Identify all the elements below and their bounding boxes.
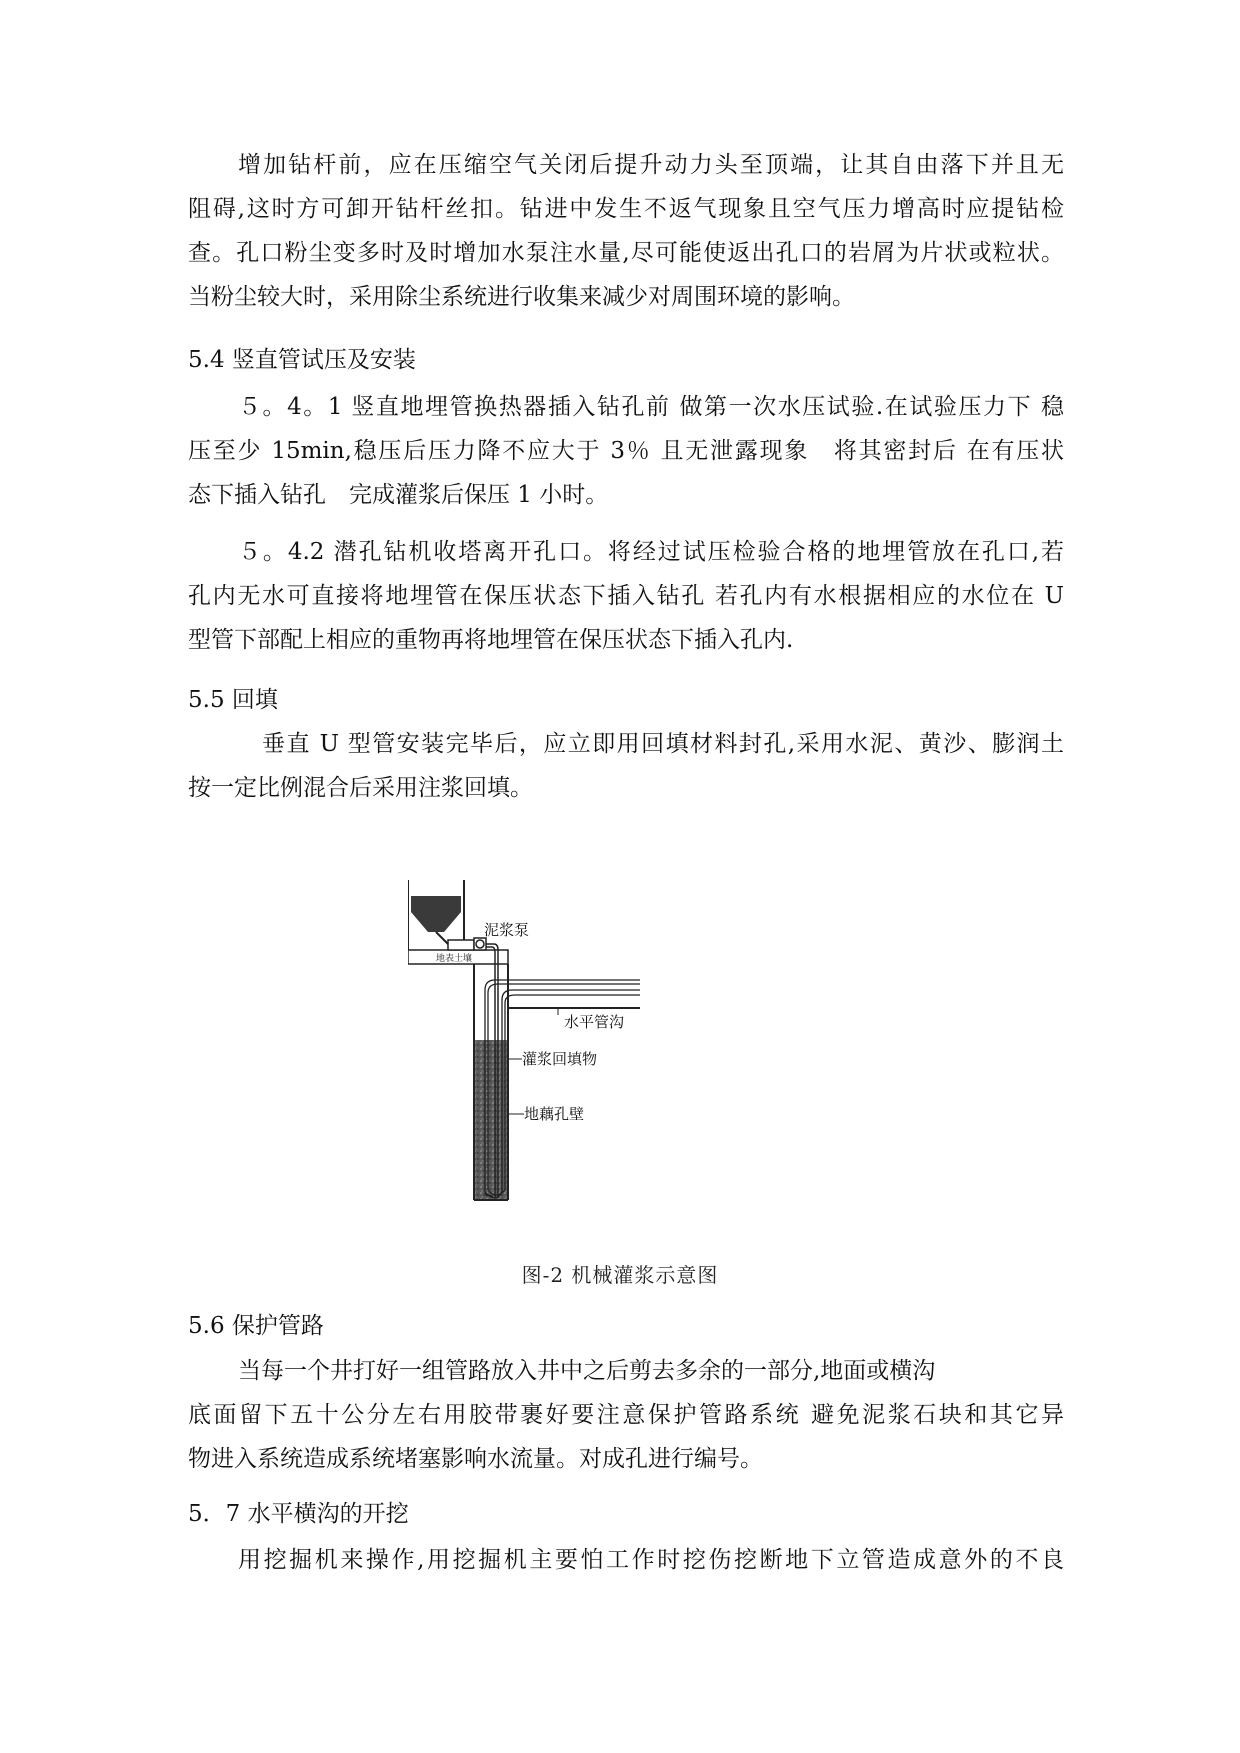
text-line: 查。孔口粉尘变多时及时增加水泵注水量,尽可能使返出孔口的岩屑为片状或粒状。 bbox=[188, 240, 1064, 266]
mud-pump bbox=[448, 938, 486, 950]
text-line: ５。4.2 潜孔钻机收塔离开孔口。将经过试压检验合格的地埋管放在孔口,若 bbox=[238, 539, 1064, 565]
text-line: 物进入系统造成系统堵塞影响水流量。对成孔进行编号。 bbox=[188, 1446, 763, 1472]
figure-caption: 图-2 机械灌浆示意图 bbox=[521, 1263, 719, 1287]
text-line: 压至少 15min,稳压后压力降不应大于 3％ 且无泄露现象 将其密封后 在有压状 bbox=[188, 438, 1064, 464]
paragraph-5-7 bbox=[188, 1538, 1064, 1582]
section-heading-5-6: 5.6 保护管路 bbox=[188, 1313, 324, 1339]
section-heading-5-5: 5.5 回填 bbox=[188, 687, 278, 713]
borehole bbox=[474, 964, 508, 1200]
paragraph-5-4-2 bbox=[188, 530, 1064, 662]
text-line: 用挖掘机来操作,用挖掘机主要怕工作时挖伤挖断地下立管造成意外的不良 bbox=[238, 1547, 1064, 1573]
text-line: ５。4。1 竖直地埋管换热器插入钻孔前 做第一次水压试验.在试验压力下 稳 bbox=[238, 394, 1064, 420]
label-borehole-wall: 地藕孔壁 bbox=[524, 1105, 585, 1123]
text-line: 阻碍,这时方可卸开钻杆丝扣。钻进中发生不返气现象且空气压力增高时应提钻检 bbox=[188, 196, 1064, 222]
text-line: 当粉尘较大时，采用除尘系统进行收集来减少对周围环境的影响。 bbox=[188, 284, 855, 310]
grouting-diagram bbox=[408, 880, 738, 1260]
label-surface-soil: 地表土壤 bbox=[436, 954, 473, 964]
text-line: 态下插入钻孔 完成灌浆后保压 1 小时。 bbox=[188, 482, 609, 508]
horizontal-trench bbox=[508, 1004, 640, 1008]
label-horizontal-trench: 水平管沟 bbox=[564, 1013, 625, 1031]
text-line: 孔内无水可直接将地埋管在保压状态下插入钻孔 若孔内有水根据相应的水位在 U bbox=[188, 583, 1064, 609]
section-heading-5-7: 5．7 水平横沟的开挖 bbox=[188, 1501, 409, 1527]
paragraph-5-5 bbox=[188, 722, 1064, 810]
paragraph-drilling bbox=[188, 143, 1064, 319]
paragraph-5-6 bbox=[188, 1349, 1064, 1481]
grouting-diagram-svg bbox=[408, 880, 738, 1260]
text-line: 垂直 U 型管安装完毕后，应立即用回填材料封孔,采用水泥、黄沙、膨润土 bbox=[262, 731, 1064, 757]
text-line: 按一定比例混合后采用注浆回填。 bbox=[188, 775, 533, 801]
label-grout-backfill: 灌浆回填物 bbox=[522, 1050, 598, 1068]
section-heading-5-4: 5.4 竖直管试压及安装 bbox=[188, 347, 416, 373]
label-mud-pump: 泥浆泵 bbox=[484, 921, 530, 939]
text-line: 型管下部配上相应的重物再将地埋管在保压状态下插入孔内. bbox=[188, 627, 794, 653]
text-line: 底面留下五十公分左右用胶带裹好要注意保护管路系统 避免泥浆石块和其它异 bbox=[188, 1402, 1064, 1428]
paragraph-5-4-1 bbox=[188, 385, 1064, 517]
text-line: 增加钻杆前，应在压缩空气关闭后提升动力头至顶端，让其自由落下并且无 bbox=[238, 152, 1064, 178]
text-line: 当每一个井打好一组管路放入井中之后剪去多余的一部分,地面或横沟 bbox=[238, 1358, 936, 1384]
